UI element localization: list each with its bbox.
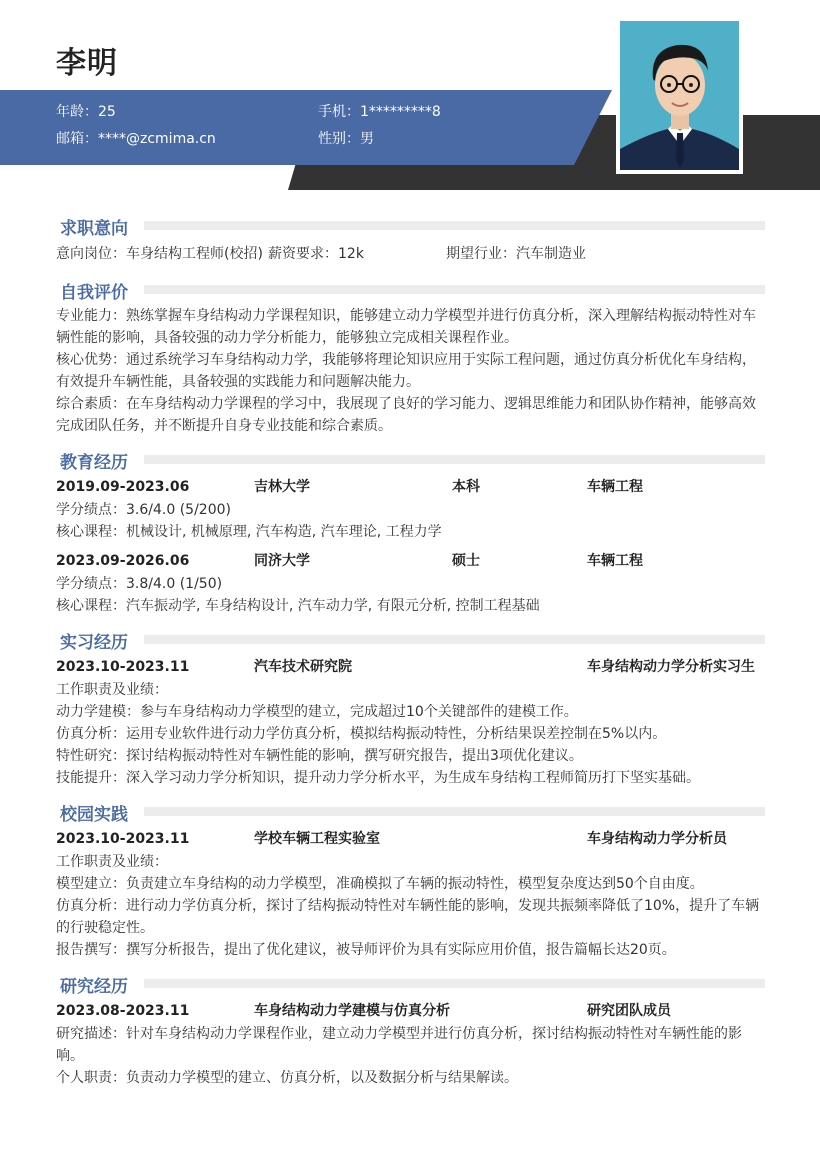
campus-entry-header [56,827,765,851]
edu-major: 车辆工程 [587,553,643,569]
section-header-intent [56,211,765,239]
section-title: 研究经历 [60,972,140,997]
edu-gpa: 学分绩点：3.8/4.0 (1/50) [56,576,223,592]
section-title: 实习经历 [60,628,140,653]
profile-photo [620,21,739,170]
education-entry-header [56,475,765,499]
section-divider [144,455,765,464]
campus-role: 车身结构动力学分析员 [587,831,727,847]
internship-line: 特性研究：探讨结构振动特性对车辆性能的影响，撰写研究报告，提出3项优化建议。 [56,748,583,764]
self-eval-line: 专业能力：熟练掌握车身结构动力学课程知识，能够建立动力学模型并进行仿真分析，深入理解结构振动特性对车 [56,308,756,324]
self-eval-line: 核心优势：通过系统学习车身结构动力学，我能够将理论知识应用于实际工程问题，通过仿真分析优化车身结构， [56,352,756,368]
job-intent-row [56,241,765,267]
section-divider [144,979,765,988]
education-body [56,473,765,617]
edu-degree: 硕士 [452,553,480,569]
internship-period: 2023.10-2023.11 [56,659,190,675]
resume-content [56,205,765,1089]
edu-gpa: 学分绩点：3.6/4.0 (5/200) [56,502,231,518]
phone-field: 手机：1*********8 [318,104,441,120]
research-line: 研究描述：针对车身结构动力学课程作业，建立动力学模型并进行仿真分析，探讨结构振动特性对车辆性能的影 [56,1026,742,1042]
internship-line: 动力学建模：参与车身结构动力学模型的建立，完成超过10个关键部件的建模工作。 [56,704,578,720]
internship-entry-header [56,655,765,679]
campus-body [56,825,765,961]
self-eval-line: 综合素质：在车身结构动力学课程的学习中，我展现了良好的学习能力、逻辑思维能力和团队协作精神，能够高效 [56,396,756,412]
section-header-research [56,969,765,997]
campus-org: 学校车辆工程实验室 [254,831,380,847]
internship-line: 工作职责及业绩： [56,682,168,698]
section-header-campus [56,797,765,825]
campus-line: 的行驶稳定性。 [56,920,154,936]
section-header-self [56,275,765,303]
section-header-internship [56,625,765,653]
section-title: 教育经历 [60,448,140,473]
internship-body [56,653,765,789]
section-title: 校园实践 [60,800,140,825]
edu-courses: 核心课程：机械设计, 机械原理, 汽车构造, 汽车理论, 工程力学 [56,524,442,540]
self-eval-line: 辆性能的影响，具备较强的动力学分析能力，能够独立完成相关课程作业。 [56,330,518,346]
campus-line: 仿真分析：进行动力学仿真分析，探讨了结构振动特性对车辆性能的影响，发现共振频率降低了10%，提升了车辆 [56,898,760,914]
internship-role: 车身结构动力学分析实习生 [587,659,755,675]
edu-period: 2019.09-2023.06 [56,479,190,495]
education-entry-header [56,549,765,573]
edu-courses: 核心课程：汽车振动学, 车身结构设计, 汽车动力学, 有限元分析, 控制工程基础 [56,598,540,614]
section-divider [144,221,765,230]
section-title: 求职意向 [60,214,140,239]
research-entry-header [56,999,765,1023]
internship-line: 技能提升：深入学习动力学分析知识，提升动力学分析水平，为生成车身结构工程师简历打下坚实基础。 [56,770,700,786]
internship-line: 仿真分析：运用专业软件进行动力学仿真分析，模拟结构振动特性，分析结果误差控制在5%以内。 [56,726,667,742]
section-divider [144,285,765,294]
research-role: 研究团队成员 [587,1003,671,1019]
resume-header [0,0,820,190]
gender-field: 性别：男 [318,131,374,147]
age-field: 年龄：25 [56,104,116,120]
campus-line: 模型建立：负责建立车身结构的动力学模型，准确模拟了车辆的振动特性，模型复杂度达到50个自由度。 [56,876,704,892]
intended-position: 意向岗位：车身结构工程师(校招) [56,246,263,262]
section-divider [144,807,765,816]
self-eval-line: 有效提升车辆性能，具备较强的实践能力和问题解决能力。 [56,374,420,390]
campus-period: 2023.10-2023.11 [56,831,190,847]
candidate-name: 李明 [56,46,118,81]
internship-org: 汽车技术研究院 [254,659,352,675]
research-line: 响。 [56,1048,84,1064]
research-period: 2023.08-2023.11 [56,1003,190,1019]
edu-degree: 本科 [452,479,480,495]
edu-school: 吉林大学 [254,479,310,495]
email-field: 邮箱：****@zcmima.cn [56,131,216,147]
campus-line: 工作职责及业绩： [56,854,168,870]
research-body [56,997,765,1089]
campus-line: 报告撰写：撰写分析报告，提出了优化建议，被导师评价为具有实际应用价值，报告篇幅长达20页。 [56,942,676,958]
section-header-education [56,445,765,473]
expected-industry: 期望行业：汽车制造业 [446,246,586,262]
research-project: 车身结构动力学建模与仿真分析 [254,1003,450,1019]
self-eval-line: 完成团队任务，并不断提升自身专业技能和综合素质。 [56,418,392,434]
edu-school: 同济大学 [254,553,310,569]
section-title: 自我评价 [60,278,140,303]
profile-photo-frame [616,17,743,174]
salary-expectation: 薪资要求：12k [268,246,364,262]
self-evaluation-body [56,303,765,437]
edu-major: 车辆工程 [587,479,643,495]
section-divider [144,635,765,644]
research-line: 个人职责：负责动力学模型的建立、仿真分析，以及数据分析与结果解读。 [56,1070,518,1086]
edu-period: 2023.09-2026.06 [56,553,190,569]
